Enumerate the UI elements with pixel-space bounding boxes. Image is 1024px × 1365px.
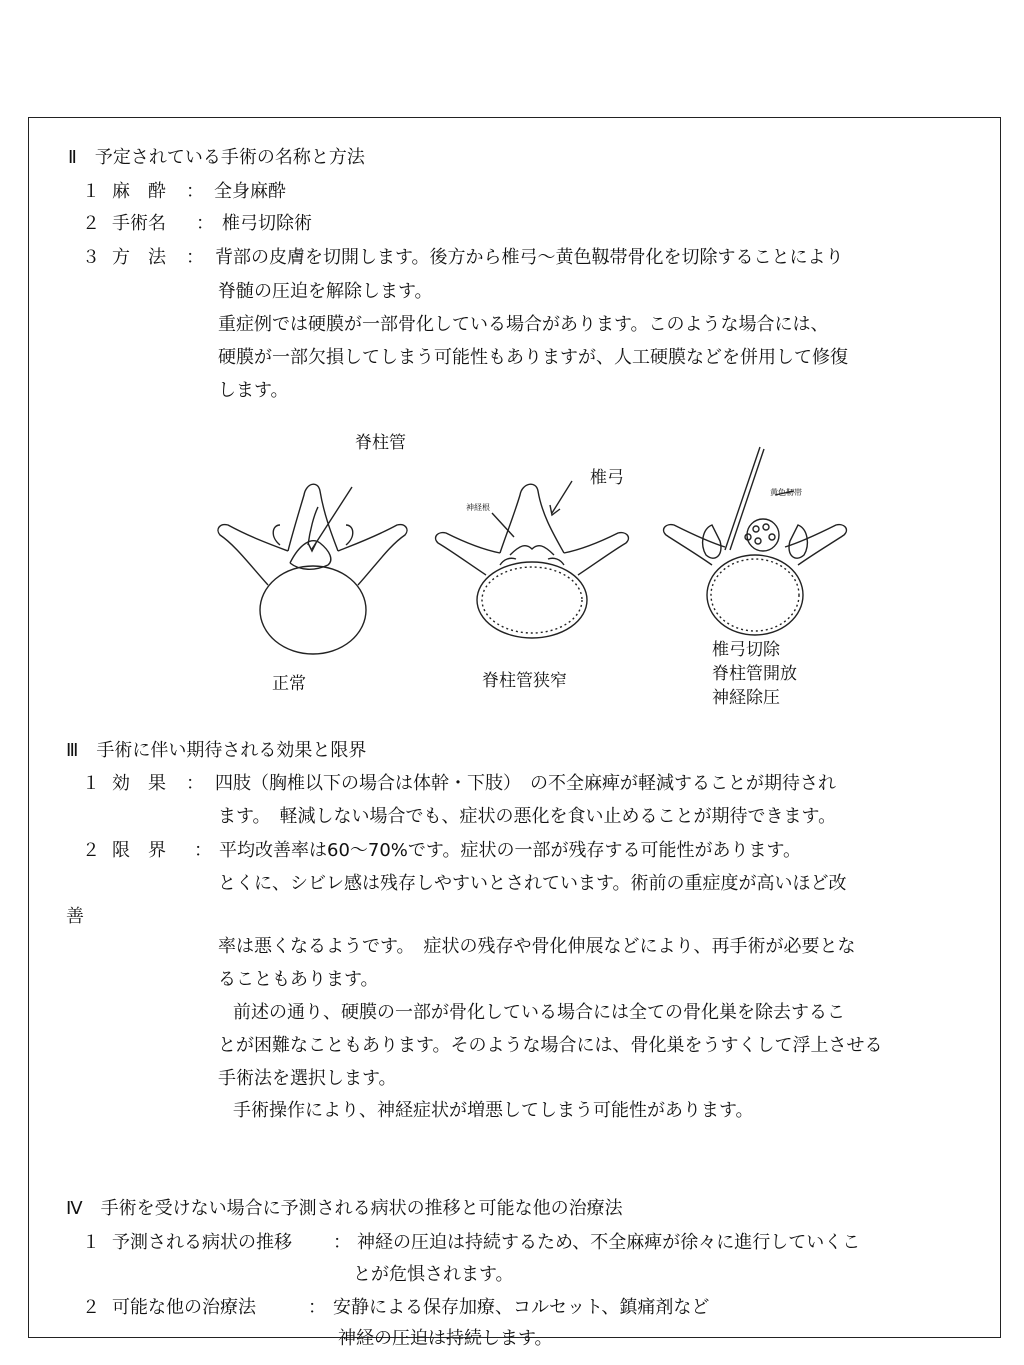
anesthesia-value: 全身麻酔 <box>214 181 286 202</box>
effect-line: ます。 軽減しない場合でも、症状の悪化を食い止めることが期待できます。 <box>218 806 837 827</box>
surgery-label: 手術名 <box>112 213 166 234</box>
method-label: 方 法 <box>112 247 166 268</box>
limit-line: 手術操作により、神経症状が増悪してしまう可能性があります。 <box>233 1100 754 1121</box>
figure-caption-result: 椎弓切除 <box>712 640 780 660</box>
surgery-sep: ： <box>196 213 214 234</box>
alternatives-number: ２ <box>82 1297 100 1318</box>
surgery-value: 椎弓切除術 <box>222 213 312 234</box>
section2-heading: Ⅱ 予定されている手術の名称と方法 <box>68 147 365 168</box>
figure-label-lamina: 椎弓 <box>590 468 624 488</box>
anesthesia-sep: ： <box>186 181 204 202</box>
method-line: 重症例では硬膜が一部骨化している場合があります。このような場合には、 <box>218 314 829 335</box>
anesthesia-label: 麻 酔 <box>112 181 166 202</box>
prognosis-sep: ： <box>333 1232 351 1253</box>
effect-sep: ： <box>186 773 204 794</box>
limit-line: 手術法を選択します。 <box>218 1068 397 1089</box>
method-line: 硬膜が一部欠損してしまう可能性もありますが、人工硬膜などを併用して修復 <box>218 347 848 368</box>
normal-vertebra-drawing <box>218 484 407 654</box>
figure-caption-result: 神経除圧 <box>712 688 780 708</box>
figure-caption-stenosis: 脊柱管狭窄 <box>482 671 567 691</box>
effect-number: １ <box>82 773 100 794</box>
prognosis-line: とが危惧されます。 <box>353 1264 514 1285</box>
limit-line: 率は悪くなるようです。 症状の残存や骨化伸展などにより、再手術が必要とな <box>218 936 856 957</box>
figure-caption-result: 脊柱管開放 <box>712 664 797 684</box>
method-line: 背部の皮膚を切開します。後方から椎弓～黄色靱帯骨化を切除することにより <box>215 247 844 268</box>
figure-label-nerve-root: 神経根 <box>466 503 490 512</box>
figure-label-ligament: 黄色靭帯 <box>770 488 802 497</box>
effect-line: 四肢（胸椎以下の場合は体幹・下肢） の不全麻痺が軽減することが期待され <box>215 773 836 794</box>
alternatives-sep: ： <box>308 1297 326 1318</box>
laminectomy-vertebra-drawing <box>664 447 847 635</box>
limit-sep: ： <box>194 840 212 861</box>
limit-line: 平均改善率は60～70%です。症状の一部が残存する可能性があります。 <box>219 840 802 861</box>
figure-caption-normal: 正常 <box>272 674 306 694</box>
alternatives-line: 神経の圧迫は持続します。 <box>338 1328 553 1349</box>
limit-line: 前述の通り、硬膜の一部が骨化している場合には全ての骨化巣を除去するこ <box>233 1002 845 1023</box>
surgery-number: ２ <box>82 213 100 234</box>
method-line: 脊髄の圧迫を解除します。 <box>218 281 433 302</box>
prognosis-label: 予測される病状の推移 <box>112 1232 292 1253</box>
anesthesia-number: １ <box>82 181 100 202</box>
alternatives-line: 安静による保存加療、コルセット、鎮痛剤など <box>333 1297 710 1318</box>
effect-label: 効 果 <box>112 773 166 794</box>
method-sep: ： <box>186 247 204 268</box>
limit-line: とが困難なこともあります。そのような場合には、骨化巣をうすくして浮上させる <box>218 1035 883 1056</box>
method-number: ３ <box>82 247 100 268</box>
section4-heading: Ⅳ 手術を受けない場合に予測される病状の推移と可能な他の治療法 <box>66 1198 623 1219</box>
prognosis-number: １ <box>82 1232 100 1253</box>
section3-heading: Ⅲ 手術に伴い期待される効果と限界 <box>66 740 367 761</box>
figure-label-canal: 脊柱管 <box>355 433 406 453</box>
limit-line: 善 <box>66 906 84 927</box>
method-line: します。 <box>218 380 289 401</box>
alternatives-label: 可能な他の治療法 <box>112 1297 256 1318</box>
limit-line: ることもあります。 <box>218 969 379 990</box>
prognosis-line: 神経の圧迫は持続するため、不全麻痺が徐々に進行していくこ <box>357 1232 861 1253</box>
limit-line: とくに、シビレ感は残存しやすいとされています。術前の重症度が高いほど改 <box>218 873 847 894</box>
stenosis-vertebra-drawing <box>436 481 629 638</box>
limit-number: ２ <box>82 840 100 861</box>
limit-label: 限 界 <box>112 840 166 861</box>
document-frame <box>28 117 1001 1338</box>
